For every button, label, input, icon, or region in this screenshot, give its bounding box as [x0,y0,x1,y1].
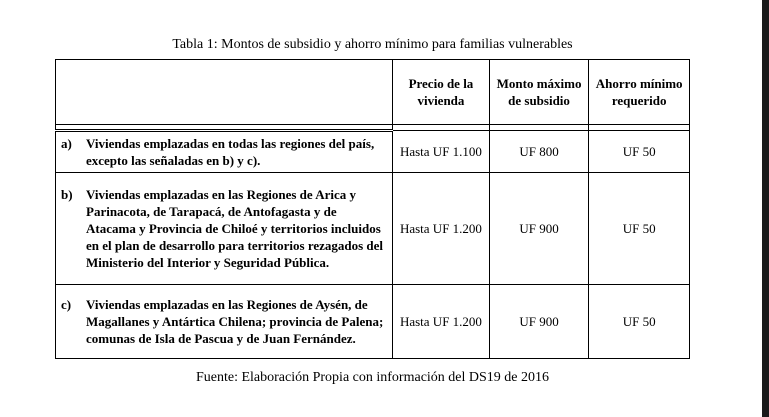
row-letter: a) [61,136,72,151]
row-description-cell [56,131,393,173]
header-empty-cell [56,60,393,125]
row-description: Viviendas emplazadas en las Regiones de Aysén, de Magallanes y Antártica Chilena; provincia de Palena; comunas de Isla de Pascua y de Juan Fernández. [86,297,384,346]
row-price: Hasta UF 1.200 [393,285,490,359]
row-price: Hasta UF 1.100 [393,131,490,173]
row-subsidy: UF 900 [489,173,589,285]
row-description: Viviendas emplazadas en todas las regiones del país, excepto las señaladas en b) y c). [86,136,375,168]
row-savings: UF 50 [589,173,690,285]
row-subsidy: UF 800 [489,131,589,173]
row-letter: c) [61,297,72,312]
table-caption: Tabla 1: Montos de subsidio y ahorro mínimo para familias vulnerables [172,37,573,52]
row-description: Viviendas emplazadas en las Regiones de Arica y Parinacota, de Tarapacá, de Antofagasta y de Atacama y Provincia de Chiloé y territorios incluidos en el plan de desarrollo para territorios rezagados del Ministerio del Interior y Seguridad Pública. [86,187,384,270]
row-savings: UF 50 [589,285,690,359]
row-subsidy: UF 900 [489,285,589,359]
table-row [56,131,690,173]
subsidy-table [55,59,690,359]
row-description-cell [56,173,393,285]
header-savings: Ahorro mínimo requerido [589,60,690,125]
source-note: Fuente: Elaboración Propia con información del DS19 de 2016 [195,370,550,385]
row-savings: UF 50 [589,131,690,173]
header-subsidy: Monto máximo de subsidio [489,60,589,125]
row-price: Hasta UF 1.200 [393,173,490,285]
row-description-cell [56,285,393,359]
window-edge-bar [762,0,769,417]
table-header-row [56,60,690,125]
row-letter: b) [61,187,73,202]
table-row [56,285,690,359]
table-row [56,173,690,285]
header-price: Precio de la vivienda [393,60,490,125]
